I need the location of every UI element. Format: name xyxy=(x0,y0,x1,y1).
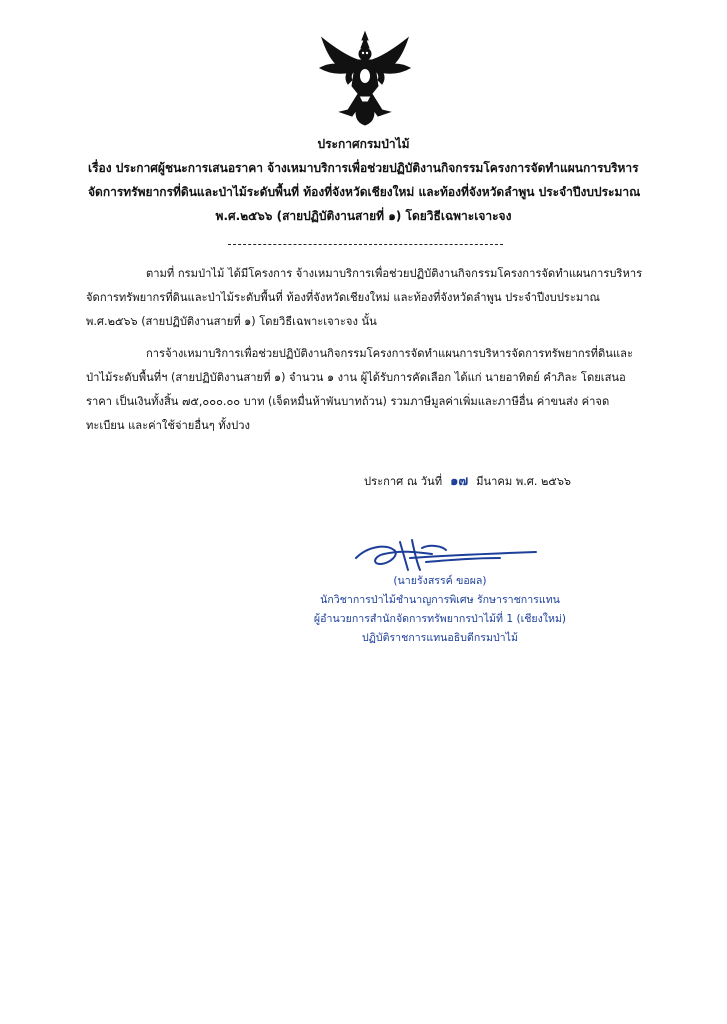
signatory-name: (นายรังสรรค์ ขอผล) xyxy=(393,575,487,587)
signatory-position-1: นักวิชาการป่าไม้ชำนาญการพิเศษ รักษาราชการแทน xyxy=(320,594,560,606)
paragraph-2-line-3: ราคา เป็นเงินทั้งสิ้น ๗๕,๐๐๐.๐๐ บาท (เจ็ดหมื่นห้าพันบาทถ้วน) รวมภาษีมูลค่าเพิ่มและภาษีอื่น ค่าขนส่ง ค่าจด xyxy=(86,395,610,408)
handwritten-signature xyxy=(350,536,540,576)
subject-line-2: จัดการทรัพยากรที่ดินและป่าไม้ระดับพื้นที่ ท้องที่จังหวัดเชียงใหม่ และท้องที่จังหวัดลำพูน ประจำปีงบประมาณ xyxy=(88,185,641,199)
subject-line-3: พ.ศ.๒๕๖๖ (สายปฏิบัติงานสายที่ ๑) โดยวิธีเฉพาะเจาะจง xyxy=(215,209,512,223)
heading-separator xyxy=(228,244,503,245)
paragraph-2-line-1: การจ้างเหมาบริการเพื่อช่วยปฏิบัติงานกิจกรรมโครงการจัดทำแผนการบริหารจัดการทรัพยากรที่ดินและ xyxy=(146,347,633,360)
announce-day: ๑๗ xyxy=(450,474,469,489)
paragraph-2-line-2: ป่าไม้ระดับพื้นที่ฯ (สายปฏิบัติงานสายที่ ๑) จำนวน ๑ งาน ผู้ได้รับการคัดเลือก ได้แก่ นายอาทิตย์ คำภิละ โดยเสนอ xyxy=(86,371,626,384)
announce-suffix: มีนาคม พ.ศ. ๒๕๖๖ xyxy=(476,475,572,488)
paragraph-1-line-1: ตามที่ กรมป่าไม้ ได้มีโครงการ จ้างเหมาบริการเพื่อช่วยปฏิบัติงานกิจกรรมโครงการจัดทำแผนการบริหาร xyxy=(146,267,643,280)
org-title: ประกาศกรมป่าไม้ xyxy=(317,137,410,151)
signatory-position-3: ปฏิบัติราชการแทนอธิบดีกรมป่าไม้ xyxy=(362,632,518,644)
announcement-date xyxy=(364,470,571,494)
paragraph-1-line-3: พ.ศ.๒๕๖๖ (สายปฏิบัติงานสายที่ ๑) โดยวิธีเฉพาะเจาะจง นั้น xyxy=(86,315,377,328)
signatory-position-2: ผู้อำนวยการสำนักจัดการทรัพยากรป่าไม้ที่ 1 (เชียงใหม่) xyxy=(313,613,567,625)
paragraph-2-line-4: ทะเบียน และค่าใช้จ่ายอื่นๆ ทั้งปวง xyxy=(86,419,250,432)
announce-prefix: ประกาศ ณ วันที่ xyxy=(364,475,443,488)
garuda-emblem-icon xyxy=(318,30,412,126)
paragraph-1-line-2: จัดการทรัพยากรที่ดินและป่าไม้ระดับพื้นที่ ท้องที่จังหวัดเชียงใหม่ และท้องที่จังหวัดลำพูน ประจำปีงบประมาณ xyxy=(86,291,600,304)
subject-line-1: เรื่อง ประกาศผู้ชนะการเสนอราคา จ้างเหมาบริการเพื่อช่วยปฏิบัติงานกิจกรรมโครงการจัดทำแผนการบริหาร xyxy=(88,161,639,175)
